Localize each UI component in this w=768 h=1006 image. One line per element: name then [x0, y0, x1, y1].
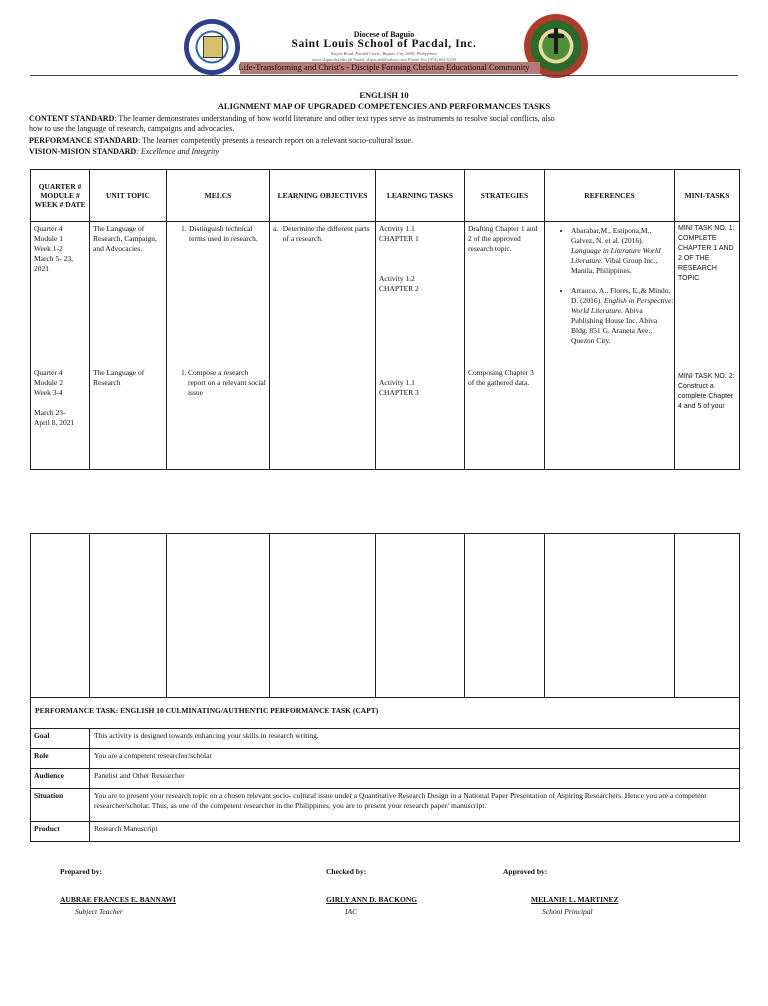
table-header-row: [31, 170, 740, 222]
module-line: Module 2: [34, 378, 63, 387]
melc-1: [167, 222, 269, 366]
date-line: March 5- 23, 2021: [34, 254, 73, 273]
quarter-block-2: [31, 366, 89, 430]
melc-number: 1.: [181, 224, 187, 233]
performance-label: Product: [31, 822, 90, 842]
performance-value: Panelist and Other Researcher: [90, 769, 740, 789]
performance-label: Audience: [31, 769, 90, 789]
performance-standard-label: PERFORMANCE STANDARD: [29, 136, 138, 145]
module-line: Module 1: [34, 234, 63, 243]
performance-heading-row: [31, 698, 740, 729]
cell-references: [545, 222, 675, 470]
performance-label: Role: [31, 749, 90, 769]
header-strategies: STRATEGIES: [465, 170, 545, 222]
header-unit-topic: UNIT TOPIC: [90, 170, 167, 222]
melc-number: 1.: [181, 368, 187, 377]
empty-cell: [376, 534, 465, 698]
objective-1: [270, 222, 375, 246]
approved-by-role: School Principal: [542, 907, 593, 916]
unit-topic-2: The Language of Research: [93, 368, 145, 387]
performance-row-product: [31, 822, 740, 842]
melc-2: [167, 366, 269, 400]
vision-mission-text: : Excellence and Integrity: [136, 147, 220, 156]
melc-text: Distinguish technical terms used in research.: [189, 224, 258, 243]
checked-by-name: GIRLY ANN D. BACKONG: [326, 895, 418, 904]
strategy-1: Drafting Chapter 1 and 2 of the approved research topic.: [468, 224, 538, 253]
prepared-by-role: Subject Teacher: [75, 907, 123, 916]
content-standard-text-2: how to use the language of research, campaigns and advocacies.: [29, 124, 235, 133]
performance-label: Situation: [31, 789, 90, 822]
chapter-label: CHAPTER 1: [379, 234, 419, 243]
vision-mission-label: VISION-MISION STANDARD: [29, 147, 137, 156]
week-line: Week 1-2: [34, 244, 63, 253]
empty-cell: [545, 534, 675, 698]
empty-cell: [465, 534, 545, 698]
activity-label: Activity 1.1: [379, 224, 415, 233]
school-motto: Life-Transforming and Christ's - Disciple Forming Christian Educational Community: [238, 62, 530, 72]
activity-label: Activity 1.1: [379, 378, 415, 387]
header-melcs: MELCS: [167, 170, 270, 222]
alignment-table: [30, 169, 740, 470]
content-standard: [29, 114, 739, 134]
performance-value: This activity is designed towards enhancing your skills in research writing.: [90, 729, 740, 749]
date-line: April 8, 2021: [34, 418, 75, 427]
spacer-line: [34, 398, 86, 408]
map-title: ALIGNMENT MAP OF UPGRADED COMPETENCIES AND PERFORMANCES TASKS: [217, 101, 551, 111]
task-2: [376, 272, 464, 370]
cell-learning-objectives: [270, 222, 376, 470]
chapter-label: CHAPTER 3: [379, 388, 419, 397]
header-references: REFERENCES: [545, 170, 675, 222]
school-contacts: www.slspacdal.edu.ph Email: slspacdal@yahoo.com Phone No. (074) 661-6255: [311, 57, 457, 62]
performance-standard: [29, 136, 739, 146]
performance-row-audience: [31, 769, 740, 789]
approved-by-label: Approved by:: [503, 867, 548, 876]
empty-cell: [90, 534, 167, 698]
vision-mission-standard: [29, 147, 739, 157]
empty-cell: [675, 534, 740, 698]
performance-row-situation: [31, 789, 740, 822]
empty-cell: [31, 534, 90, 698]
cell-strategies: [465, 222, 545, 470]
performance-row-goal: [31, 729, 740, 749]
prepared-by-name: AUBRAE FRANCES E. BANNAWI: [60, 895, 176, 904]
reference-item: • Arrauco, A., Flores, E.,& Mindo, D. (2016). English in Perspective: World Literature. Abiva Publishing House Inc. Abiva Bldg. 851 G. Araneta Ave., Quezon City.: [571, 286, 674, 346]
mini-task-1: MINI TASK NO. 1: COMPLETE CHAPTER 1 AND 2 OF THE RESEARCH TOPIC: [678, 225, 735, 282]
table-row: [31, 222, 740, 470]
header-divider: [30, 75, 738, 76]
quarter-block-1: [31, 222, 89, 366]
performance-label: Goal: [31, 729, 90, 749]
header-learning-objectives: LEARNING OBJECTIVES: [270, 170, 376, 222]
cell-melcs: [167, 222, 270, 470]
melc-text: Compose a research report on a relevant social issue: [187, 368, 266, 397]
cell-unit-topic: [90, 222, 167, 470]
performance-table: [30, 533, 740, 842]
header-quarter: QUARTER # MODULE # WEEK # DATE: [31, 170, 90, 222]
mini-task-2: MINI TASK NO. 2: Construct a complete Chapter 4 and 5 of your: [678, 373, 735, 410]
empty-cell: [167, 534, 270, 698]
subject-title: ENGLISH 10: [359, 90, 409, 100]
checked-by-label: Checked by:: [326, 867, 367, 876]
task-1: [376, 222, 464, 272]
performance-value: You are to present your research topic on a chosen relevant socio- cultural issue under a Quantitative Research Design in a National Paper Presentation of Aspiring Researchers. Hence you are a competent researcher/scholar. Thus, as one of the competent researcher in the Philippines, you are to present your research paper/ manuscript.: [90, 789, 740, 822]
performance-value: Research Manuscript: [90, 822, 740, 842]
performance-heading: PERFORMANCE TASK: ENGLISH 10 CULMINATING/AUTHENTIC PERFORMANCE TASK (CAPT): [31, 698, 740, 729]
content-standard-text: : The learner demonstrates understanding of how world literature and other text types serve as instruments to resolve social conflicts, also: [114, 114, 555, 123]
school-name: Saint Louis School of Pacdal, Inc.: [291, 38, 477, 50]
empty-row: [31, 534, 740, 698]
performance-standard-text: : The learner competently presents a research report on a relevant socio-cultural issue.: [137, 136, 414, 145]
date-line: March 23-: [34, 408, 66, 417]
performance-value: You are a competent researcher/scholar: [90, 749, 740, 769]
empty-cell: [270, 534, 376, 698]
quarter-line: Quarter 4: [34, 368, 63, 377]
objective-text: Determine the different parts of a research.: [282, 224, 370, 243]
chapter-label: CHAPTER 2: [379, 284, 419, 293]
school-address: Kayen Road, Pacdal Circle, Baguio City 2600, Philippines: [330, 51, 438, 56]
week-line: Week 3-4: [34, 388, 63, 397]
cell-mini-tasks: [675, 222, 740, 470]
quarter-line: Quarter 4: [34, 224, 63, 233]
cell-learning-tasks: [376, 222, 465, 470]
unit-topic-1: The Language of Research, Campaign, and Advocacies.: [93, 224, 157, 253]
objective-letter: a.: [273, 224, 279, 233]
content-standard-label: CONTENT STANDARD: [29, 114, 115, 123]
prepared-by-label: Prepared by:: [60, 867, 103, 876]
reference-item: • Abarabar,M., Estipona,M., Galvez, N. et al. (2016). Language in Literature World Literature. Vibal Group Inc., Manila, Philippines.: [571, 226, 674, 276]
reference-list: [545, 226, 674, 346]
diocese-name: Diocese of Baguio: [353, 30, 415, 39]
checked-by-role: IAC: [345, 907, 358, 916]
header-mini-tasks: MINI-TASKS: [675, 170, 740, 222]
performance-row-role: [31, 749, 740, 769]
cell-quarter: [31, 222, 90, 470]
task-3: [376, 370, 464, 400]
approved-by-name: MELANIE L. MARTINEZ: [531, 895, 619, 904]
activity-label: Activity 1.2: [379, 274, 415, 283]
header-learning-tasks: LEARNING TASKS: [376, 170, 465, 222]
strategy-2: Composing Chapter 3 of the gathered data.: [468, 368, 534, 387]
